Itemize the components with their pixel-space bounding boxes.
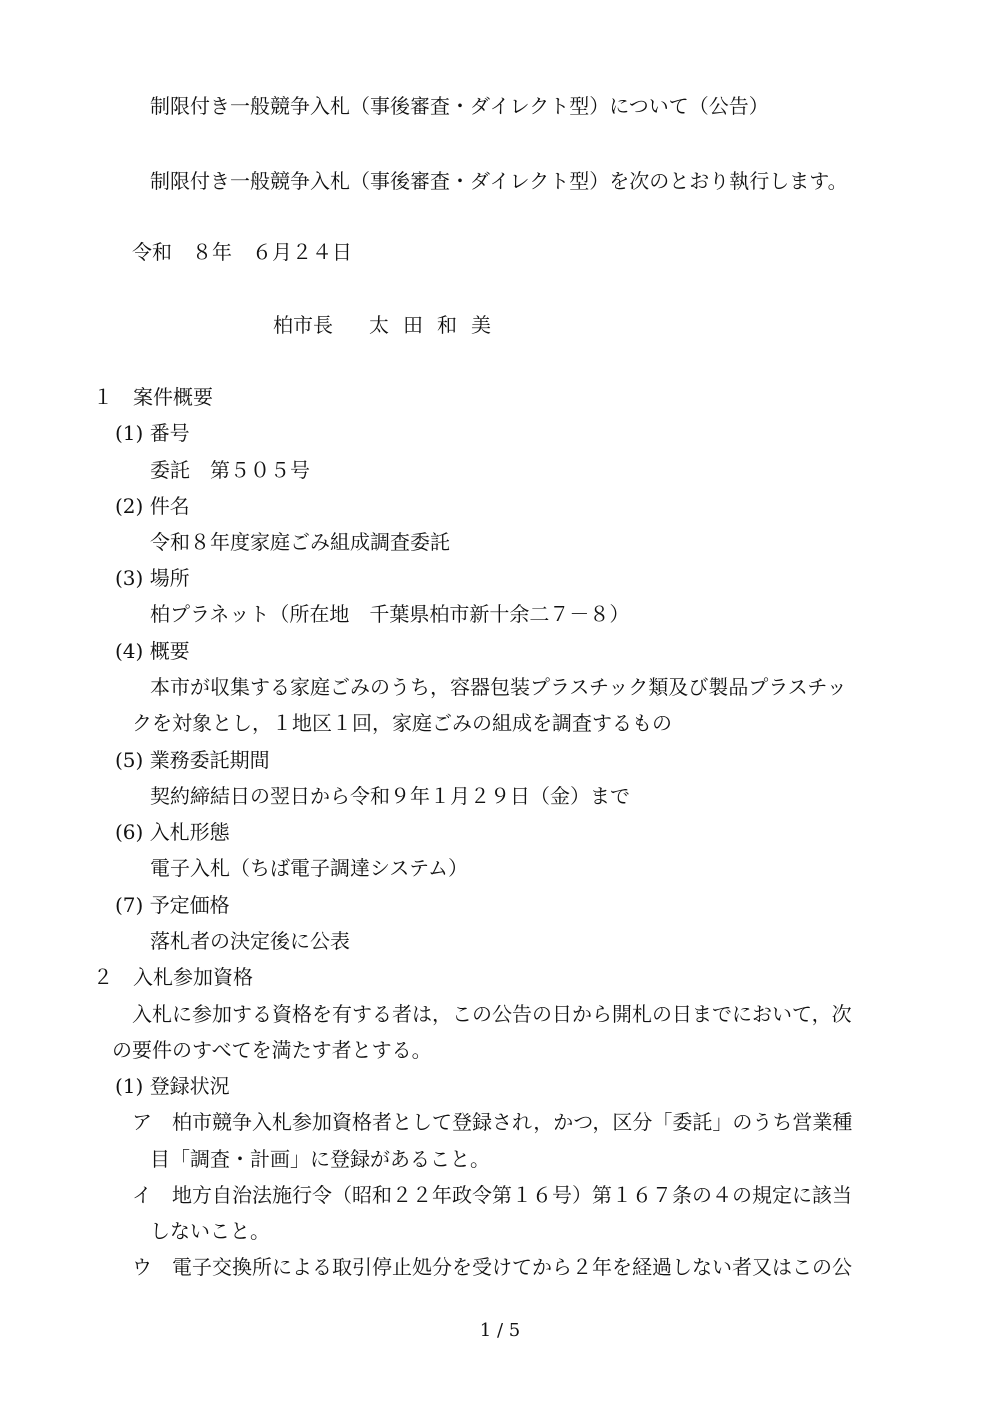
section-1-4-body-line2: クを対象とし，１地区１回，家庭ごみの組成を調査するもの [132, 711, 672, 735]
section-1-7-heading: (7) 予定価格 [115, 893, 230, 917]
section-1-2-heading: (2) 件名 [115, 494, 190, 518]
section-2-1-item-a-line2: 目「調査・計画」に登録があること。 [150, 1147, 490, 1171]
section-1-3-heading: (3) 場所 [115, 566, 190, 590]
mayor-name: 太田和美 [369, 313, 505, 337]
section-1-7-body: 落札者の決定後に公表 [150, 929, 350, 953]
section-1-5-heading: (5) 業務委託期間 [115, 748, 270, 772]
page-number: 1 / 5 [479, 1320, 521, 1341]
mayor-signature [273, 313, 505, 337]
intro-statement: 制限付き一般競争入札（事後審査・ダイレクト型）を次のとおり執行します。 [150, 169, 848, 193]
section-2-heading: ２ 入札参加資格 [93, 965, 253, 989]
section-2-1-item-i-line1: イ 地方自治法施行令（昭和２２年政令第１６号）第１６７条の４の規定に該当 [132, 1183, 852, 1207]
section-1-5-body: 契約締結日の翌日から令和９年１月２９日（金）まで [150, 784, 630, 808]
notice-date: 令和 ８年 ６月２４日 [132, 240, 352, 264]
document-title: 制限付き一般競争入札（事後審査・ダイレクト型）について（公告） [150, 94, 769, 118]
section-1-3-body: 柏プラネット（所在地 千葉県柏市新十余二７－８） [150, 602, 630, 626]
section-1-1-body: 委託 第５０５号 [150, 458, 310, 482]
section-2-1-heading: (1) 登録状況 [115, 1074, 230, 1098]
section-2-body-line2: の要件のすべてを満たす者とする。 [112, 1038, 432, 1062]
section-2-body-line1: 入札に参加する資格を有する者は，この公告の日から開札の日までにおいて，次 [132, 1002, 852, 1026]
section-1-4-body-line1: 本市が収集する家庭ごみのうち，容器包装プラスチック類及び製品プラスチッ [150, 675, 847, 699]
section-1-6-body: 電子入札（ちば電子調達システム） [150, 856, 468, 880]
section-1-1-heading: (1) 番号 [115, 421, 190, 445]
section-1-2-body: 令和８年度家庭ごみ組成調査委託 [150, 530, 450, 554]
section-2-1-item-i-line2: しないこと。 [150, 1219, 270, 1243]
mayor-title: 柏市長 [273, 313, 333, 337]
section-2-1-item-a-line1: ア 柏市競争入札参加資格者として登録され，かつ，区分「委託」のうち営業種 [132, 1110, 853, 1134]
section-1-6-heading: (6) 入札形態 [115, 820, 230, 844]
section-1-4-heading: (4) 概要 [115, 639, 190, 663]
section-2-1-item-u-line1: ウ 電子交換所による取引停止処分を受けてから２年を経過しない者又はこの公 [132, 1255, 852, 1279]
section-1-heading: １ 案件概要 [93, 385, 213, 409]
